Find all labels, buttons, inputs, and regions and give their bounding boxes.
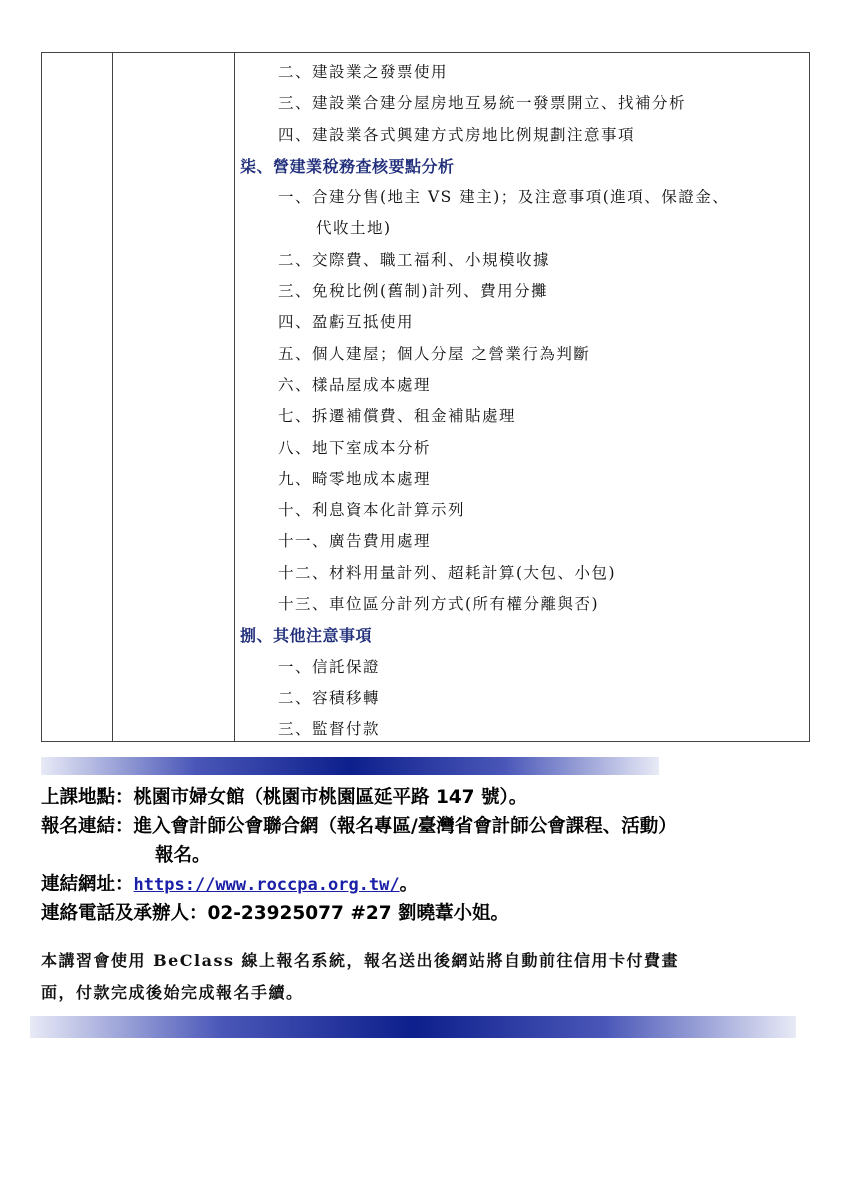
outline-item: 七、拆遷補償費、租金補貼處理: [278, 407, 517, 426]
outline-item: 二、交際費、職工福利、小規模收據: [278, 250, 551, 269]
outline-item: 十二、材料用量計列、超耗計算(大包、小包): [278, 563, 617, 582]
outline-item: 十一、廣告費用處理: [278, 532, 432, 551]
link-url-line: [41, 870, 831, 899]
section-heading-7: 柒、營建業稅務查核要點分析: [240, 156, 455, 176]
note-line: 面，付款完成後始完成報名手續。: [41, 983, 304, 1002]
table-column-divider: [112, 53, 113, 741]
course-info-block: [41, 783, 831, 928]
course-location: 上課地點：桃園市婦女館（桃園市桃園區延平路 147 號）。: [41, 787, 528, 808]
outline-item: 九、畸零地成本處理: [278, 469, 432, 488]
outline-item: 四、盈虧互抵使用: [278, 313, 415, 332]
outline-item: 八、地下室成本分析: [278, 438, 432, 457]
outline-item: 一、合建分售(地主 VS 建主)；及注意事項(進項、保證金、: [278, 188, 730, 207]
outline-item: 二、容積移轉: [278, 688, 381, 707]
contact-info: 連絡電話及承辦人：02-23925077 #27 劉曉葦小姐。: [41, 903, 510, 924]
url-label: 連結網址：: [41, 874, 134, 895]
outline-item: 一、信託保證: [278, 657, 381, 676]
outline-content: [240, 57, 803, 746]
outline-item: 四、建設業各式興建方式房地比例規劃注意事項: [278, 125, 636, 144]
signup-instructions: 報名連結：進入會計師公會聯合網（報名專區/臺灣省會計師公會課程、活動）: [41, 816, 677, 837]
course-outline-table: [41, 52, 810, 742]
outline-item: 十、利息資本化計算示列: [278, 501, 466, 520]
table-column-divider: [234, 53, 235, 741]
outline-item: 三、建設業合建分屋房地互易統一發票開立、找補分析: [278, 94, 687, 113]
outline-item: 五、個人建屋；個人分屋 之營業行為判斷: [278, 344, 591, 363]
outline-item: 三、免稅比例(舊制)計列、費用分攤: [278, 282, 549, 301]
registration-note: [41, 945, 811, 1009]
section-heading-8: 捌、其他注意事項: [240, 626, 373, 646]
decorative-gradient-bar: [41, 757, 659, 775]
url-suffix: 。: [399, 874, 419, 895]
outline-item: 六、樣品屋成本處理: [278, 375, 432, 394]
outline-item: 二、建設業之發票使用: [278, 63, 449, 81]
registration-link[interactable]: https://www.roccpa.org.tw/: [133, 875, 400, 895]
signup-instructions-continued: 報名。: [155, 845, 211, 866]
outline-item: 十三、車位區分計列方式(所有權分離與否): [278, 595, 600, 614]
outline-item: 三、監督付款: [278, 720, 381, 739]
decorative-gradient-bar: [30, 1016, 796, 1038]
note-line: 本講習會使用 BeClass 線上報名系統，報名送出後網站將自動前往信用卡付費畫: [41, 951, 680, 970]
outline-item-continued: 代收土地): [316, 219, 392, 238]
